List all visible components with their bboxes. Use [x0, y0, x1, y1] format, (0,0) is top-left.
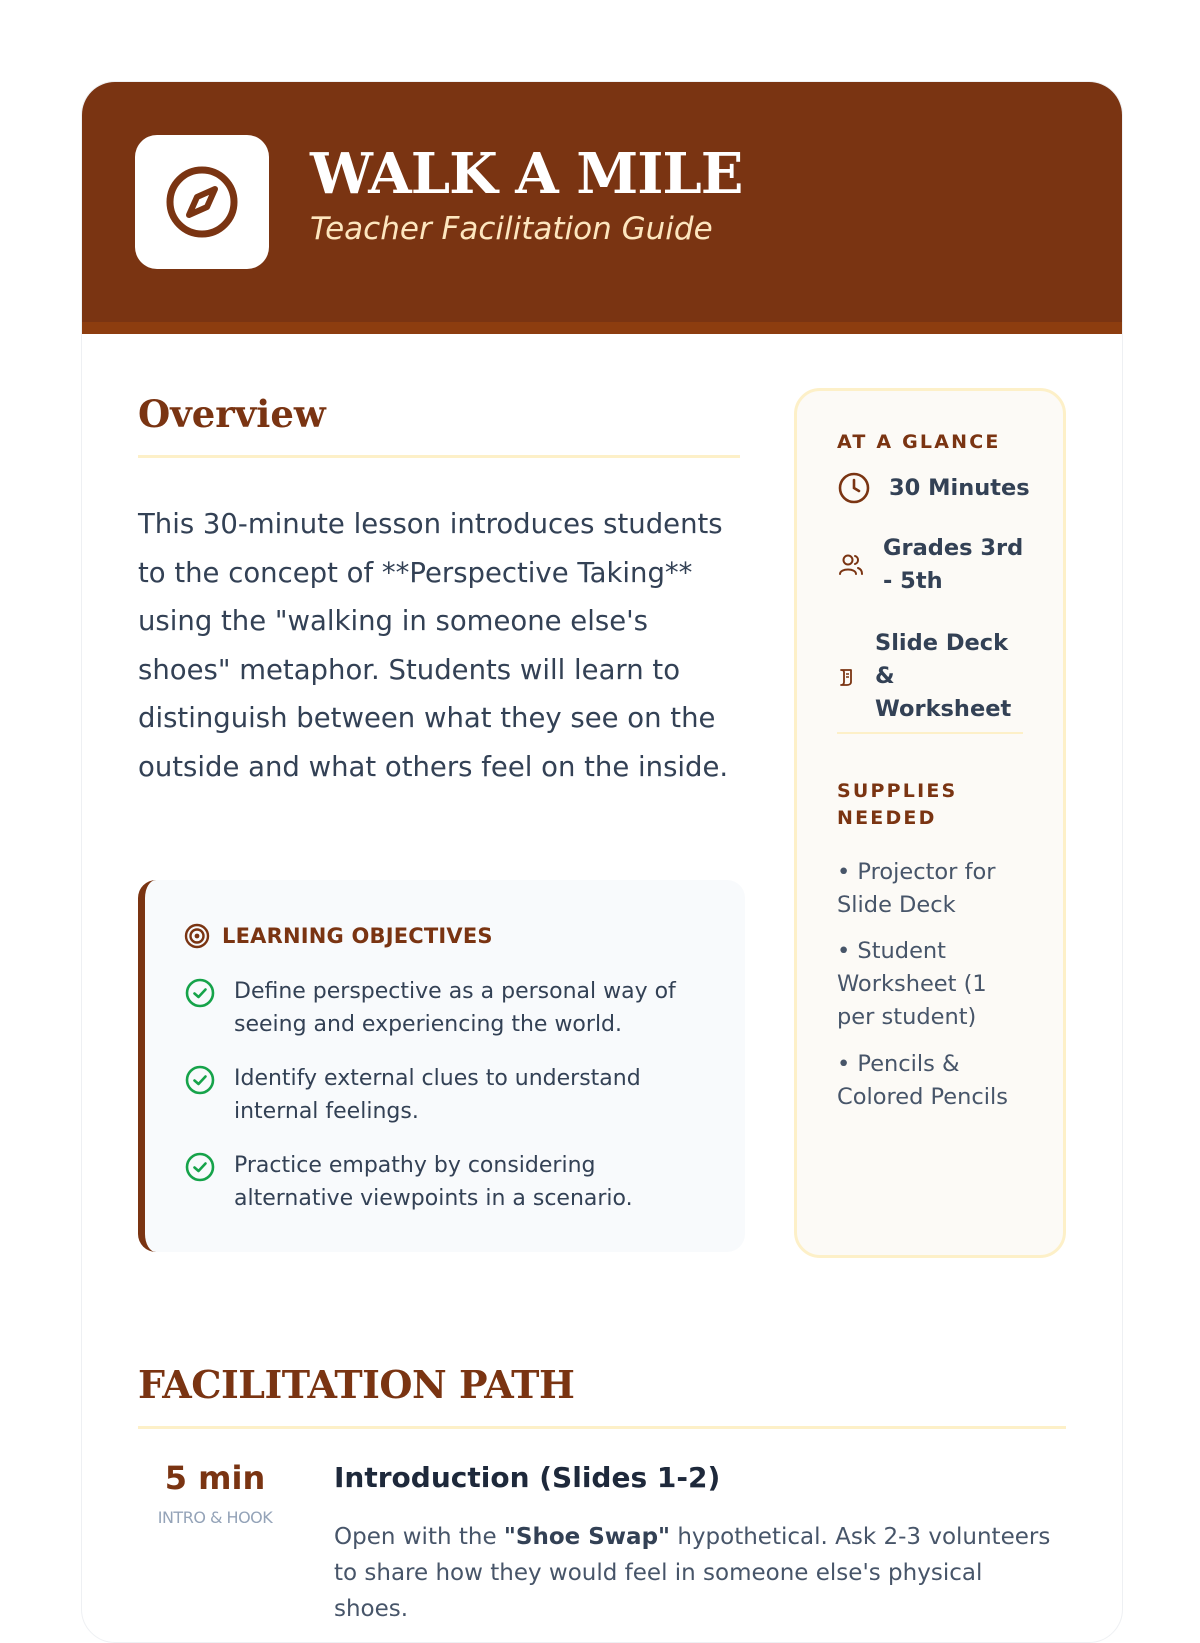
- glance-item-duration: [837, 471, 1030, 505]
- step-tag: INTRO & HOOK: [157, 1508, 273, 1527]
- compass-icon: [164, 164, 240, 240]
- supply-item: • Student Worksheet (1 per student): [837, 938, 987, 1030]
- objective-text: Define perspective as a personal way of seeing and experiencing the world.: [234, 979, 676, 1037]
- supply-item: • Pencils & Colored Pencils: [837, 1051, 1008, 1110]
- objective-text: Practice empathy by considering alternative viewpoints in a scenario.: [234, 1153, 633, 1211]
- glance-duration-text: 30 Minutes: [889, 474, 1030, 501]
- page-title: WALK A MILE: [310, 141, 743, 207]
- learning-objectives-panel: [138, 880, 745, 1252]
- at-a-glance-panel: [794, 388, 1066, 1258]
- overview-heading: Overview: [138, 392, 326, 436]
- objective-item: [184, 975, 704, 1041]
- facilitation-divider: [138, 1426, 1066, 1429]
- supplies-heading: SUPPLIES NEEDED: [837, 780, 958, 829]
- page-subtitle: Teacher Facilitation Guide: [310, 211, 713, 247]
- objective-text: Identify external clues to understand internal feelings.: [234, 1066, 641, 1124]
- header-stripe: [82, 322, 1122, 334]
- objective-item: [184, 1062, 704, 1128]
- glance-grades-text: Grades 3rd - 5th: [883, 535, 1024, 594]
- supply-item: • Projector for Slide Deck: [837, 859, 996, 918]
- step-duration: 5 min: [164, 1459, 266, 1497]
- header-banner: [82, 82, 1122, 334]
- step-text-end: hypothetical. Ask 2-3 volunteers to share how they would feel in someone else's physical shoes.: [334, 1524, 1051, 1622]
- objectives-header: [184, 923, 493, 949]
- guide-card: [81, 81, 1123, 1643]
- clock-icon: [837, 471, 871, 505]
- check-circle-icon: [184, 1151, 216, 1183]
- overview-divider: [138, 455, 740, 458]
- objective-item: [184, 1149, 704, 1215]
- step-description: [334, 1519, 1054, 1627]
- check-circle-icon: [184, 977, 216, 1009]
- glance-item-materials: [837, 627, 1033, 726]
- step-text-start: Open with the: [334, 1524, 504, 1550]
- logo-tile: [135, 135, 269, 269]
- overview-text: This 30-minute lesson introduces students to the concept of **Perspective Taking** using the "walking in someone else's shoes" metaphor. Students will learn to distinguish between what they see on the outside and what others feel on the inside.: [138, 508, 729, 783]
- target-icon: [184, 923, 210, 949]
- facilitation-heading: FACILITATION PATH: [138, 1362, 575, 1407]
- glance-materials-text: Slide Deck & Worksheet: [875, 630, 1012, 722]
- scroll-icon: [837, 667, 857, 687]
- check-circle-icon: [184, 1064, 216, 1096]
- at-a-glance-heading: AT A GLANCE: [837, 431, 1001, 453]
- users-icon: [837, 551, 865, 579]
- glance-item-grades: [837, 532, 1033, 598]
- step-text-emphasis: "Shoe Swap": [503, 1524, 671, 1550]
- objectives-heading: LEARNING OBJECTIVES: [222, 924, 493, 948]
- step-title: Introduction (Slides 1-2): [334, 1461, 721, 1494]
- glance-divider: [837, 732, 1023, 734]
